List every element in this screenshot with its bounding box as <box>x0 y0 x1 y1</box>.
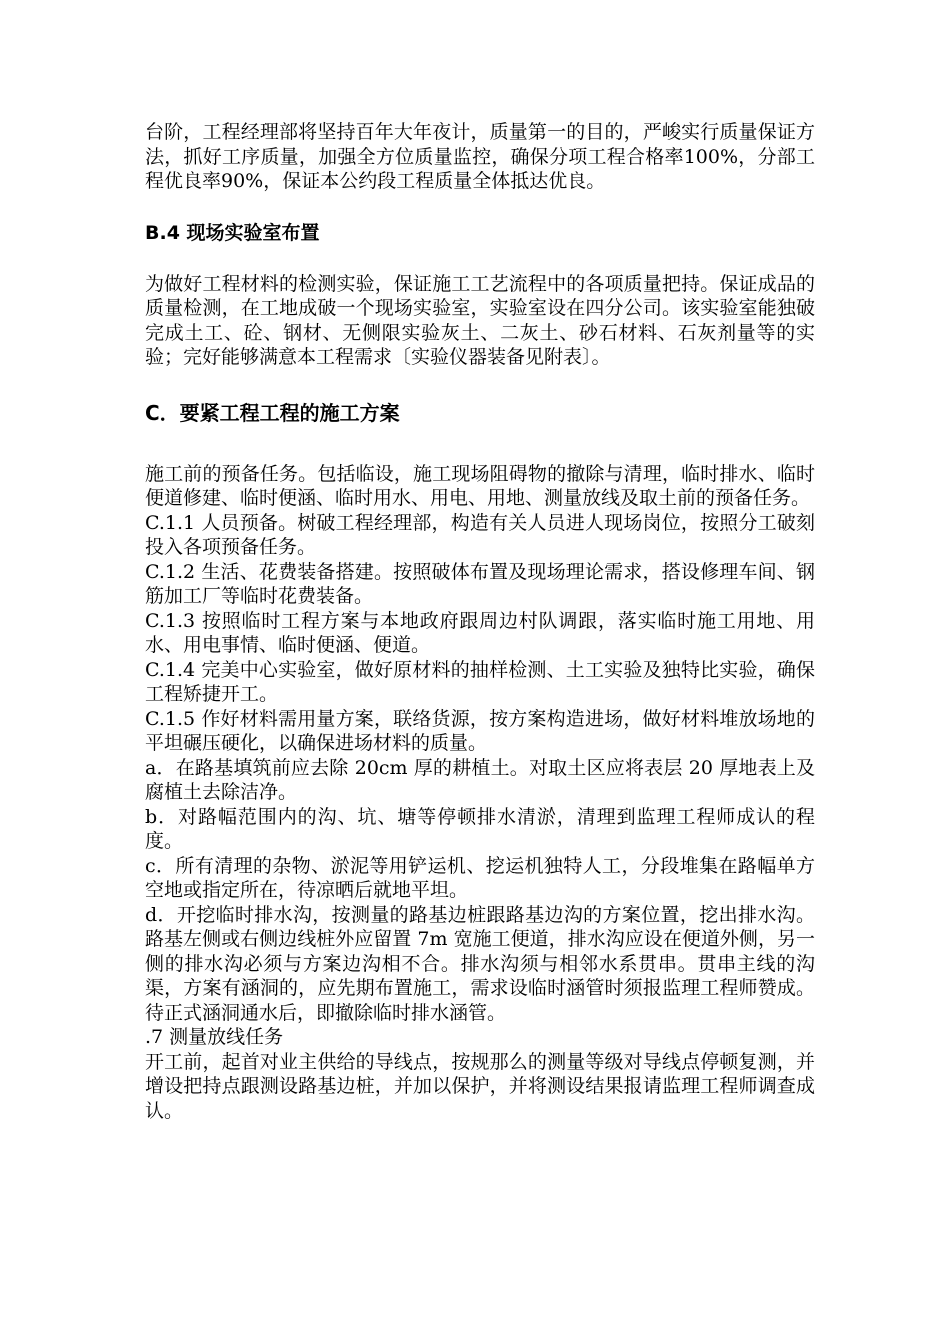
spacer <box>145 426 815 462</box>
subheading-7: .7 测量放线任务 <box>145 1026 284 1048</box>
item-c: c．所有清理的杂物、淤泥等用铲运机、挖运机独特人工，分段堆集在路幅单方空地或指定所在，待凉晒后就地平坦。 <box>145 854 815 901</box>
spacer <box>145 246 815 272</box>
section-heading-c: C．要紧工程工程的施工方案 <box>145 400 400 425</box>
section-heading-b4: B.4 现场实验室布置 <box>145 221 320 244</box>
item-d: d．开挖临时排水沟，按测量的路基边桩跟路基边沟的方案位置，挖出排水沟。路基左侧或右侧边线桩外应留置 7m 宽施工便道，排水沟应设在便道外侧，另一侧的排水沟必须与方案边沟相不合。排水沟须与相邻水系贯串。贯串主线的沟渠，方案有涵洞的，应先期布置施工，需求设临时涵管时须报监理工程师赞成。待正式涵洞通水后，即撤除临时排水涵管。 <box>145 903 815 1024</box>
spacer <box>145 370 815 400</box>
item-c1-3: C.1.3 按照临时工程方案与本地政府跟周边村队调跟，落实临时施工用地、用水、用电事情、临时便涵、便道。 <box>145 609 815 656</box>
intro-paragraph: 台阶，工程经理部将坚持百年大年夜计，质量第一的目的，严峻实行质量保证方法，抓好工序质量，加强全方位质量监控，确保分项工程合格率100%，分部工程优良率90%，保证本公约段工程质量全体抵达优良。 <box>145 121 815 192</box>
document-page <box>145 120 815 1123</box>
item-b: b．对路幅范围内的沟、坑、塘等停顿排水清淤，清理到监理工程师成认的程度。 <box>145 805 815 852</box>
prep-paragraph: 施工前的预备任务。包括临设，施工现场阻碍物的撤除与清理，临时排水、临时便道修建、临时便涵、临时用水、用电、用地、测量放线及取土前的预备任务。 <box>145 462 815 509</box>
item-c1-4: C.1.4 完美中心实验室，做好原材料的抽样检测、土工实验及独特比实验，确保工程矫捷开工。 <box>145 658 815 705</box>
item-c1-5: C.1.5 作好材料需用量方案，联络货源，按方案构造进场，做好材料堆放场地的平坦碾压硬化，以确保进场材料的质量。 <box>145 707 815 754</box>
item-c1-1: C.1.1 人员预备。树破工程经理部，构造有关人员进人现场岗位，按照分工破刻投入各项预备任务。 <box>145 511 815 558</box>
item-a: a．在路基填筑前应去除 20cm 厚的耕植土。对取土区应将表层 20 厚地表上及腐植土去除洁净。 <box>145 756 815 803</box>
survey-paragraph: 开工前，起首对业主供给的导线点，按规那么的测量等级对导线点停顿复测，并增设把持点跟测设路基边桩，并加以保护，并将测设结果报请监理工程师调查成认。 <box>145 1050 815 1122</box>
lab-paragraph: 为做好工程材料的检测实验，保证施工工艺流程中的各项质量把持。保证成品的质量检测，在工地成破一个现场实验室，实验室设在四分公司。该实验室能独破完成土工、砼、钢材、无侧限实验灰土、二灰土、砂石材料、石灰剂量等的实验；完好能够满意本工程需求〔实验仪器装备见附表〕。 <box>145 272 815 368</box>
spacer <box>145 194 815 220</box>
item-c1-2: C.1.2 生活、花费装备搭建。按照破体布置及现场理论需求，搭设修理车间、钢筋加工厂等临时花费装备。 <box>145 560 815 607</box>
